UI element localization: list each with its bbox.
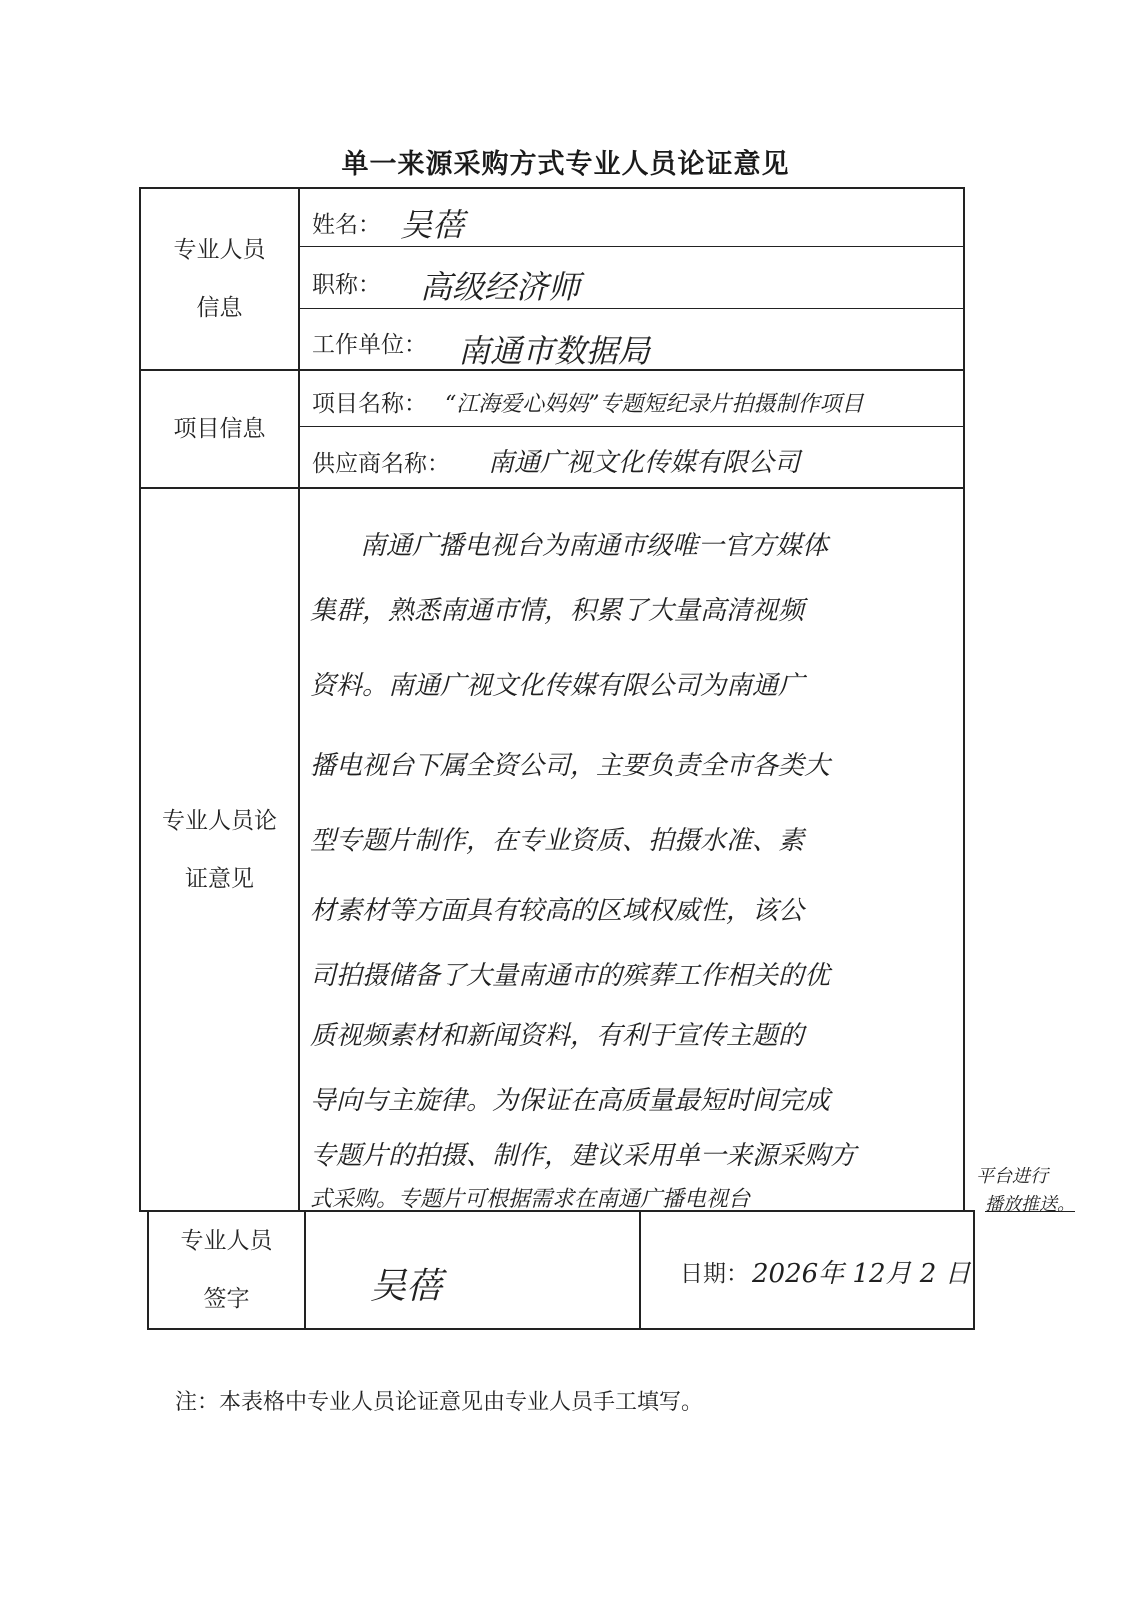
signature-border-right — [973, 1210, 975, 1330]
opinion-line-extra: 平台进行 — [976, 1166, 1048, 1187]
signature-value: 吴蓓 — [370, 1266, 443, 1307]
section-label-personnel: 专业人员 信息 — [173, 237, 266, 321]
opinion-line: 导向与主旋律。为保证在高质量最短时间完成 — [310, 1086, 831, 1116]
name-value: 吴蓓 — [400, 206, 465, 244]
opinion-line: 专题片的拍摄、制作，建议采用单一来源采购方 — [310, 1141, 857, 1171]
footnote: 注：本表格中专业人员论证意见由专业人员手工填写。 — [175, 1390, 704, 1415]
row-divider — [298, 308, 965, 309]
name-label: 姓名： — [312, 212, 381, 238]
opinion-line-extra: 播放推送。 — [985, 1194, 1075, 1215]
opinion-line: 司拍摄储备了大量南通市的殡葬工作相关的优 — [310, 961, 831, 991]
date-value: 2026年 12月 2 日 — [752, 1259, 971, 1289]
row-divider — [298, 426, 965, 427]
job-title-value: 高级经济师 — [420, 268, 581, 306]
signature-separator — [304, 1210, 306, 1330]
document-title: 单一来源采购方式专业人员论证意见 — [341, 149, 790, 180]
section-label-signature: 专业人员 签字 — [180, 1228, 273, 1312]
section-label-opinion: 专业人员论 证意见 — [162, 807, 277, 892]
section-label-project: 项目信息 — [173, 416, 266, 442]
category-separator — [298, 187, 300, 1212]
supplier-label: 供应商名称： — [312, 451, 450, 477]
project-name-label: 项目名称： — [312, 391, 427, 417]
date-label: 日期： — [680, 1261, 749, 1287]
opinion-line: 播电视台下属全资公司，主要负责全市各类大 — [310, 751, 831, 781]
workplace-value: 南通市数据局 — [458, 332, 651, 370]
opinion-line: 集群，熟悉南通市情，积累了大量高清视频 — [310, 596, 805, 626]
date-separator — [639, 1210, 641, 1330]
project-name-value: “江海爱心妈妈”专题短纪录片拍摄制作项目 — [445, 392, 864, 417]
workplace-label: 工作单位： — [312, 332, 427, 358]
job-title-label: 职称： — [312, 272, 381, 298]
opinion-line: 资料。南通广视文化传媒有限公司为南通广 — [310, 671, 805, 701]
table-border-right — [963, 187, 965, 1212]
opinion-line: 式采购。专题片可根据需求在南通广播电视台 — [310, 1187, 751, 1212]
opinion-line: 质视频素材和新闻资料，有利于宣传主题的 — [310, 1021, 805, 1051]
opinion-line: 材素材等方面具有较高的区域权威性，该公 — [310, 896, 805, 926]
signature-border-bottom — [147, 1328, 975, 1330]
opinion-line: 型专题片制作，在专业资质、拍摄水准、素 — [310, 826, 805, 856]
row-divider — [298, 246, 965, 247]
supplier-value: 南通广视文化传媒有限公司 — [488, 448, 801, 478]
opinion-line: 南通广播电视台为南通市级唯一官方媒体 — [360, 531, 829, 561]
